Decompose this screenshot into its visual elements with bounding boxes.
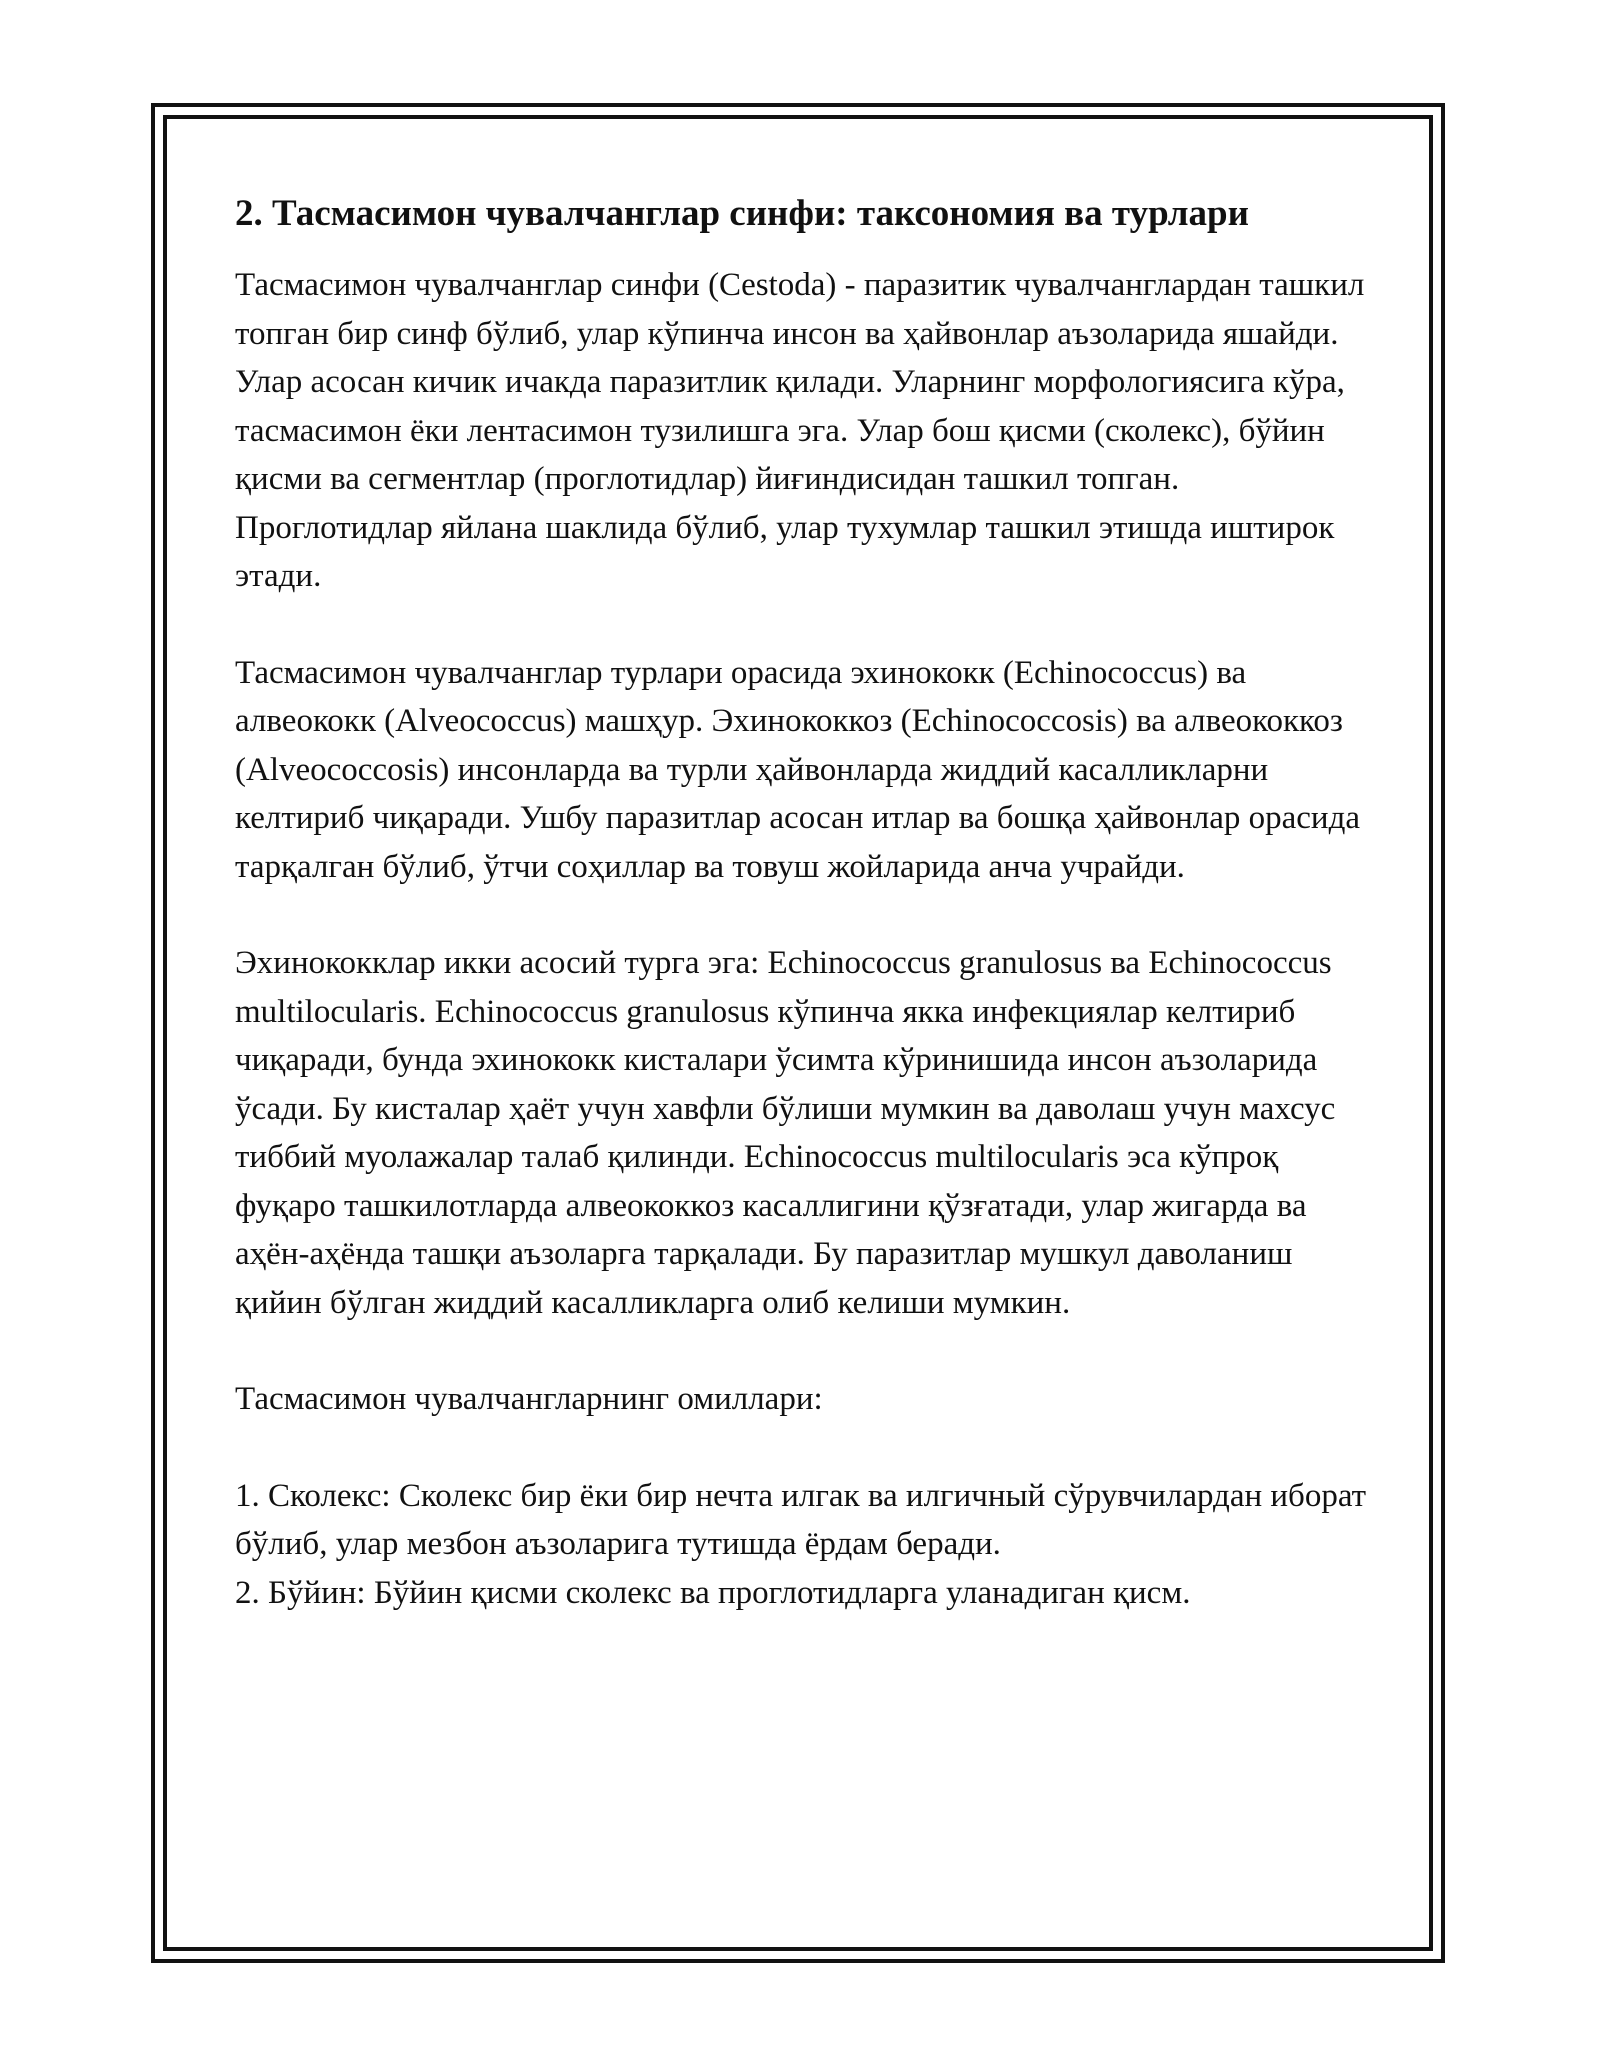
list-heading: Тасмасимон чувалчангларнинг омиллари: bbox=[235, 1381, 823, 1417]
paragraph-cestoda-overview: Тасмасимон чувалчанглар синфи (Cestoda) - паразитик чувалчанглардан ташкил топган бир синф бўлиб, улар кўпинча инсон ва ҳайвонлар аъзоларида яшайди. Улар асосан кичик ичакда паразитлик қилади. Уларнинг морфологиясига кўра, тасмасимон ёки лентасимон тузилишга эга. Улар бош қисми (сколекс), бўйин қисми ва сегментлар (проглотидлар) йиғиндисидан ташкил топган. Проглотидлар яйлана шаклида бўлиб, улар тухумлар ташкил этишда иштирок этади. bbox=[235, 267, 1365, 594]
paragraph-echinococcus-types: Эхинококклар икки асосий турга эга: Echinococcus granulosus ва Echinococcus multilocularis. Echinococcus granulosus кўпинча якка инфекциялар келтириб чиқаради, бунда эхинококк кисталари ўсимта кўринишида инсон аъзоларида ўсади. Бу кисталар ҳаёт учун хавфли бўлиши мумкин ва даволаш учун махсус тиббий муолажалар талаб қилинди. Echinococcus multilocularis эса кўпроқ фуқаро ташкилотларда алвеококкоз касаллигини қўзғатади, улар жигарда ва аҳён-аҳёнда ташқи аъзоларга тарқалади. Бу паразитлар мушкул даволаниш қийин бўлган жиддий касалликларга олиб келиши мумкин. bbox=[235, 945, 1336, 1321]
paragraph-cestoda-species: Тасмасимон чувалчанглар турлари орасида эхинококк (Echinococcus) ва алвеококк (Alveococcus) машҳур. Эхинококкоз (Echinococcosis) ва алвеококкоз (Alveococcosis) инсонларда ва турли ҳайвонларда жиддий касалликларни келтириб чиқаради. Ушбу паразитлар асосан итлар ва бошқа ҳайвонлар орасида тарқалган бўлиб, ўтчи соҳиллар ва товуш жойларида анча учрайди. bbox=[235, 654, 1361, 885]
factors-list bbox=[235, 1472, 1380, 1618]
list-item-scolex: 1. Сколекс: Сколекс бир ёки бир нечта илгак ва илгичный сўрувчилардан иборат бўлиб, улар мезбон аъзоларига тутишда ёрдам беради. bbox=[235, 1477, 1367, 1562]
list-item-neck: 2. Бўйин: Бўйин қисми сколекс ва проглотидларга уланадиган қисм. bbox=[235, 1574, 1191, 1611]
document-body bbox=[235, 186, 1380, 1617]
section-heading: 2. Тасмасимон чувалчанглар синфи: таксономия ва турлари bbox=[235, 193, 1249, 234]
